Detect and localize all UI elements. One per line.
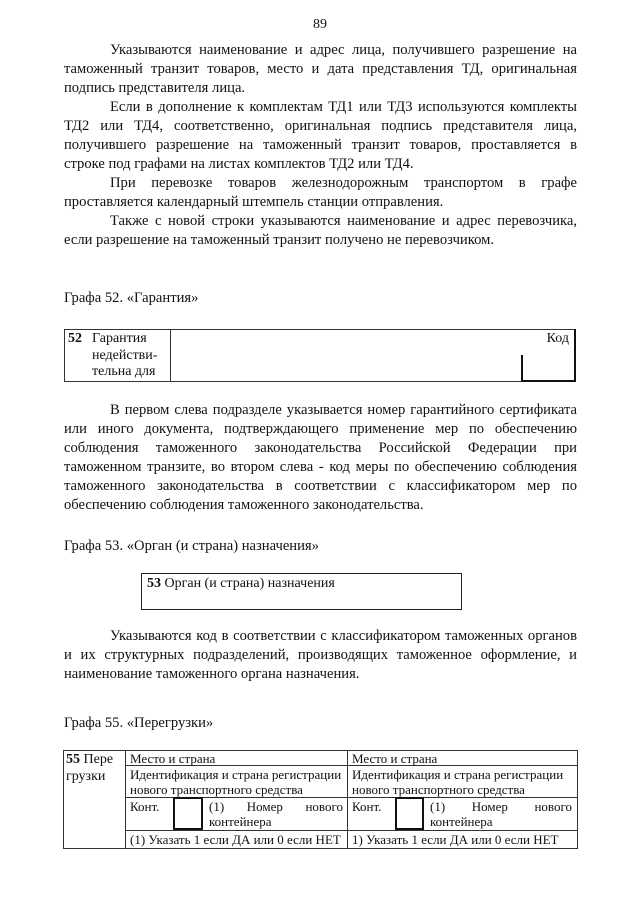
text-line: В первом слева подразделе указывается номер гарантийного сертификата [110, 402, 577, 418]
page-number: 89 [313, 17, 327, 32]
box-53-label: 53 Орган (и страна) назначения [147, 576, 335, 591]
text-line: Также с новой строки указываются наименование и адрес перевозчика, [110, 213, 577, 229]
text-line: таможенный транзит товаров, место и дата представления ТД, оригинальная [64, 61, 577, 77]
intro-text [64, 41, 577, 250]
text-line: ТД2 или ТД4, соответственно, оригинальная подпись представителя лица, [64, 118, 577, 134]
box-55-label: 55 Пере грузки [66, 752, 114, 784]
text-line: подпись представителя лица. [64, 80, 246, 96]
vehicle-id-label: Идентификация и страна регистрации нового транспортного средства [130, 767, 342, 797]
new-container-label: (1) Номер нового контейнера [209, 799, 343, 829]
form-box-53 [141, 573, 462, 610]
text-line: соблюдения таможенного законодательства Российской Федерации при [64, 440, 577, 456]
box-52-number: 52 [68, 331, 82, 346]
container-flag-box[interactable] [173, 797, 203, 830]
place-country-label: Место и страна [130, 751, 216, 766]
text-line: наименование таможенного органа назначения. [64, 666, 360, 682]
vehicle-id-label: Идентификация и страна регистрации нового транспортного средства [352, 767, 564, 797]
box-52-label: Гарантия недействи- тельна для [92, 331, 158, 379]
text-line: При перевозке товаров железнодорожным транспортом в графе [110, 175, 577, 191]
section-53-text [64, 627, 577, 684]
section-53-heading: Графа 53. «Орган (и страна) назначения» [64, 538, 319, 554]
container-label: Конт. [352, 799, 382, 814]
text-line: Указываются код в соответствии с классификатором таможенных органов [110, 628, 577, 644]
form-box-55 [63, 750, 578, 849]
text-line: Указываются наименование и адрес лица, получившего разрешение на [110, 42, 577, 58]
place-country-label: Место и страна [352, 751, 438, 766]
container-label: Конт. [130, 799, 160, 814]
section-52-heading: Графа 52. «Гарантия» [64, 290, 199, 306]
form-box-52 [64, 329, 576, 382]
text-line: проставляется календарный штемпель станции отправления. [64, 194, 444, 210]
text-line: или иного документа, подтверждающего применение мер по обеспечению [64, 421, 577, 437]
text-line: строке под графами на листах комплектов ТД2 или ТД4. [64, 156, 414, 172]
container-flag-box[interactable] [395, 797, 424, 830]
section-52-text [64, 401, 577, 515]
box-52-code-label: Код [546, 331, 569, 346]
text-line: и их структурных подразделений, производящих таможенное оформление, и [64, 647, 577, 663]
footnote: (1) Указать 1 если ДА или 0 если НЕТ [130, 832, 341, 847]
section-55-heading: Графа 55. «Перегрузки» [64, 715, 214, 731]
new-container-label: (1) Номер нового контейнера [430, 799, 572, 829]
text-line: таможенного законодательства в соответствии с классификатором мер по [64, 478, 577, 494]
text-line: таможенном транзите, во втором слева - код меры по обеспечению соблюдения [64, 459, 577, 475]
text-line: Если в дополнение к комплектам ТД1 или ТД3 используются комплекты [110, 99, 577, 115]
text-line: обеспечению соблюдения таможенного законодательства. [64, 497, 424, 513]
text-line: получившего разрешение на таможенный транзит товаров, проставляется в [64, 137, 577, 153]
text-line: если разрешение на таможенный транзит получено не перевозчиком. [64, 232, 494, 248]
footnote: 1) Указать 1 если ДА или 0 если НЕТ [352, 832, 559, 847]
